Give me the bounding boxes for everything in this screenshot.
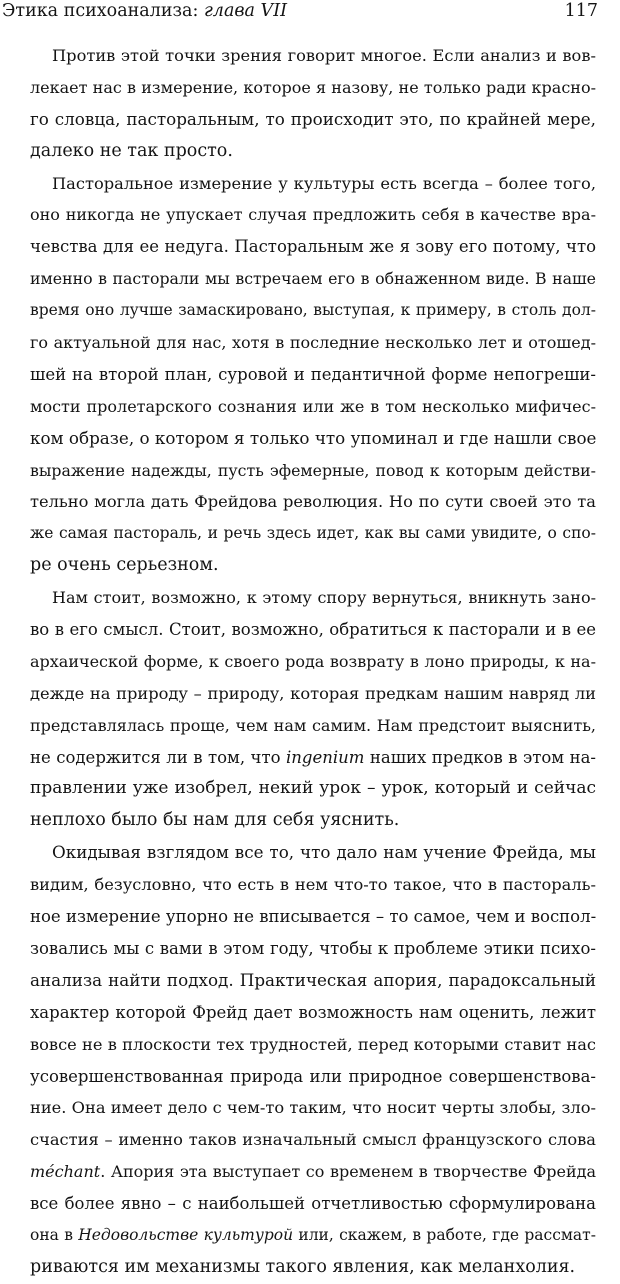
text-line: дежде на природу – природу, которая предкам нашим навряд ли (30, 683, 596, 703)
text-segment: не содержится ли в том, что (30, 747, 286, 767)
text-line (30, 1220, 596, 1252)
text-segment: наших предков в этом на- (364, 747, 597, 767)
text-line: во в его смысл. Стоит, возможно, обратиться к пасторали и в ее (30, 620, 596, 640)
text-line: усовершенствованная природа или природное совершенствова- (30, 1066, 596, 1086)
text-line: шей на второй план, суровой и педантичной форме непогреши- (30, 364, 596, 384)
page-header (2, 0, 608, 26)
running-title (2, 0, 287, 22)
text-line: ное измерение упорно не вписывается – то самое, чем и воспол- (30, 907, 597, 927)
text-line: ре очень серьезном. (30, 555, 219, 576)
text-line (30, 742, 596, 774)
text-line: представлялась проще, чем нам самим. Нам предстоит выяснить, (30, 715, 596, 735)
text-line: видим, безусловно, что есть в нем что-то такое, что в пастораль- (30, 875, 596, 895)
text-line: Пасторальное измерение у культуры есть всегда – более того, (52, 173, 596, 193)
text-line: оно никогда не упускает случая предложить себя в качестве вра- (30, 205, 596, 225)
body-text (30, 40, 596, 1284)
text-line: все более явно – с наибольшей отчетливостью сформулирована (30, 1194, 596, 1214)
text-line: зовались мы с вами в этом году, чтобы к проблеме этики психо- (30, 938, 596, 958)
text-line: далеко не так просто. (30, 140, 233, 161)
text-line: вовсе не в плоскости тех трудностей, перед которыми ставит нас (30, 1034, 596, 1054)
text-segment: . Апория эта выступает со временем в творчестве Фрейда (100, 1162, 596, 1182)
text-line: архаической форме, к своего рода возврату в лоно природы, к на- (30, 651, 596, 671)
text-line: неплохо было бы нам для себя уяснить. (30, 810, 400, 831)
text-line: же самая пастораль, и речь здесь идет, как вы сами увидите, о спо- (30, 524, 596, 543)
text-segment: она в (30, 1225, 79, 1244)
text-line: счастия – именно таков изначальный смысл французского слова (30, 1130, 596, 1150)
italic-term-ingenium: ingenium (285, 747, 365, 767)
text-line: время оно лучше замаскировано, выступая, к примеру, в столь дол- (30, 301, 596, 320)
text-line: Окидывая взглядом все то, что дало нам учение Фрейда, мы (52, 842, 596, 863)
text-line: Нам стоит, возможно, к этому спору вернуться, вникнуть зано- (52, 588, 596, 608)
text-line: именно в пасторали мы встречаем его в обнаженном виде. В наше (30, 269, 596, 289)
italic-book-title: Недовольстве культурой (78, 1225, 294, 1244)
text-line: го актуальной для нас, хотя в последние несколько лет и отошед- (30, 333, 596, 353)
text-line: лекает нас в измерение, которое я назову, не только ради красно- (30, 77, 596, 97)
text-line: выражение надежды, пусть эфемерные, повод к которым действи- (30, 460, 596, 480)
text-line: го словца, пасторальным, то происходит это, по крайней мере, (30, 108, 596, 129)
text-line: анализа найти подход. Практическая апория, парадоксальный (30, 969, 596, 990)
text-line: чевства для ее недуга. Пасторальным же я зову его потому, что (30, 237, 596, 257)
text-line: ние. Она имеет дело с чем-то таким, что носит черты злобы, зло- (30, 1098, 596, 1118)
running-title-chapter: глава VII (203, 1, 288, 21)
page-number: 117 (564, 1, 598, 21)
text-line: риваются им механизмы такого явления, как меланхолия. (30, 1256, 576, 1277)
running-title-text: Этика психоанализа: (2, 1, 204, 21)
text-line (30, 1156, 596, 1188)
text-line: ком образе, о котором я только что упоминал и где нашли свое (30, 427, 597, 448)
text-line: мости пролетарского сознания или же в том несколько мифичес- (30, 396, 596, 416)
text-line: характер которой Фрейд дает возможность нам оценить, лежит (30, 1002, 596, 1022)
text-line: Против этой точки зрения говорит многое. Если анализ и вов- (52, 46, 596, 65)
italic-term-mechant: méchant (30, 1162, 101, 1182)
text-segment: или, скажем, в работе, где рассмат- (293, 1225, 596, 1244)
text-line: тельно могла дать Фрейдова революция. Но по сути своей это та (30, 492, 596, 512)
text-line: правлении уже изобрел, некий урок – урок, который и сейчас (30, 778, 596, 799)
